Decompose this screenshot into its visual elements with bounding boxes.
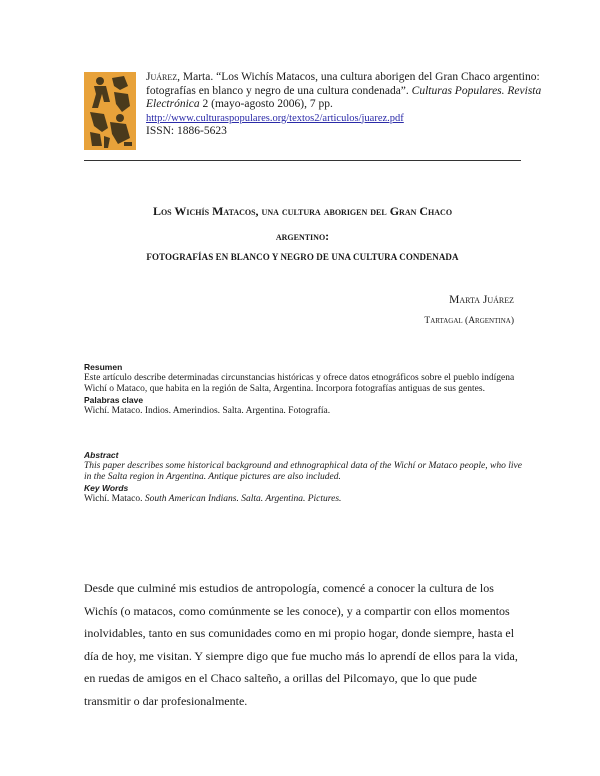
key-words-heading: Key Words xyxy=(84,483,129,493)
resumen-text: Este artículo describe determinadas circunstancias históricas y ofrece datos etnográficos sobre el pueblo indígena Wichí o Mataco, que habita en la región de Salta, Argentina. Incorpora fotografías antiguas de sus gentes. xyxy=(84,373,515,394)
key-words-text xyxy=(84,494,524,505)
abstract-section xyxy=(84,450,524,505)
author-affiliation: Tartagal (Argentina) xyxy=(424,316,514,326)
article-subtitle: FOTOGRAFÍAS EN BLANCO Y NEGRO DE UNA CULTURA CONDENADA xyxy=(146,252,459,262)
abstract-text: This paper describes some historical background and ethnographical data of the Wichí or Mataco people, who live in the Salta region in Argentina. Antique pictures are also included. xyxy=(84,461,522,482)
header-divider xyxy=(84,160,521,161)
key-words-plain: Wichí. Mataco. xyxy=(84,494,145,504)
citation-issue: 2 (mayo-agosto 2006), 7 pp. xyxy=(202,98,333,110)
key-words-italic: South American Indians. Salta. Argentina. Pictures. xyxy=(144,494,342,504)
journal-logo xyxy=(84,72,136,150)
citation-url-link[interactable]: http://www.culturaspopulares.org/textos2/articulos/juarez.pdf xyxy=(146,112,404,124)
resumen-heading: Resumen xyxy=(84,362,123,372)
citation-title: , Marta. “Los Wichís Matacos, una cultura aborigen del Gran Chaco argentino: fotografías en blanco y negro de una cultura condenada”. xyxy=(146,71,540,97)
abstract-heading: Abstract xyxy=(84,450,119,460)
resumen-section xyxy=(84,362,524,417)
cultural-art-logo-icon xyxy=(84,72,136,150)
palabras-clave-heading: Palabras clave xyxy=(84,395,144,405)
author-name: Marta Juárez xyxy=(449,294,514,306)
article-title: Los Wichís Matacos, una cultura aborigen del Gran Chaco xyxy=(152,204,453,218)
citation-author: Juárez xyxy=(146,71,178,83)
palabras-clave-text: Wichí. Mataco. Indios. Amerindios. Salta. Argentina. Fotografía. xyxy=(84,406,331,416)
body-paragraph: Desde que culminé mis estudios de antropología, comencé a conocer la cultura de los Wichís (o matacos, como comúnmente se les conoce), y a compartir con ellos momentos inolvidables, tanto en sus comunidades como en mi propio hogar, donde siempre, hasta el día de hoy, me visitan. Y siempre digo que fue mucho más lo aprendí de ellos para la vida, en ruedas de amigos en el Chaco salteño, a orillas del Pilcomayo, que lo que pude transmitir o dar profesionalmente. xyxy=(84,581,518,708)
article-title-continued: argentino: xyxy=(275,229,330,243)
citation-journal: Culturas Populares. Revista Electrónica xyxy=(146,84,542,110)
citation-issn: ISSN: 1886-5623 xyxy=(146,125,227,137)
citation xyxy=(146,71,546,139)
